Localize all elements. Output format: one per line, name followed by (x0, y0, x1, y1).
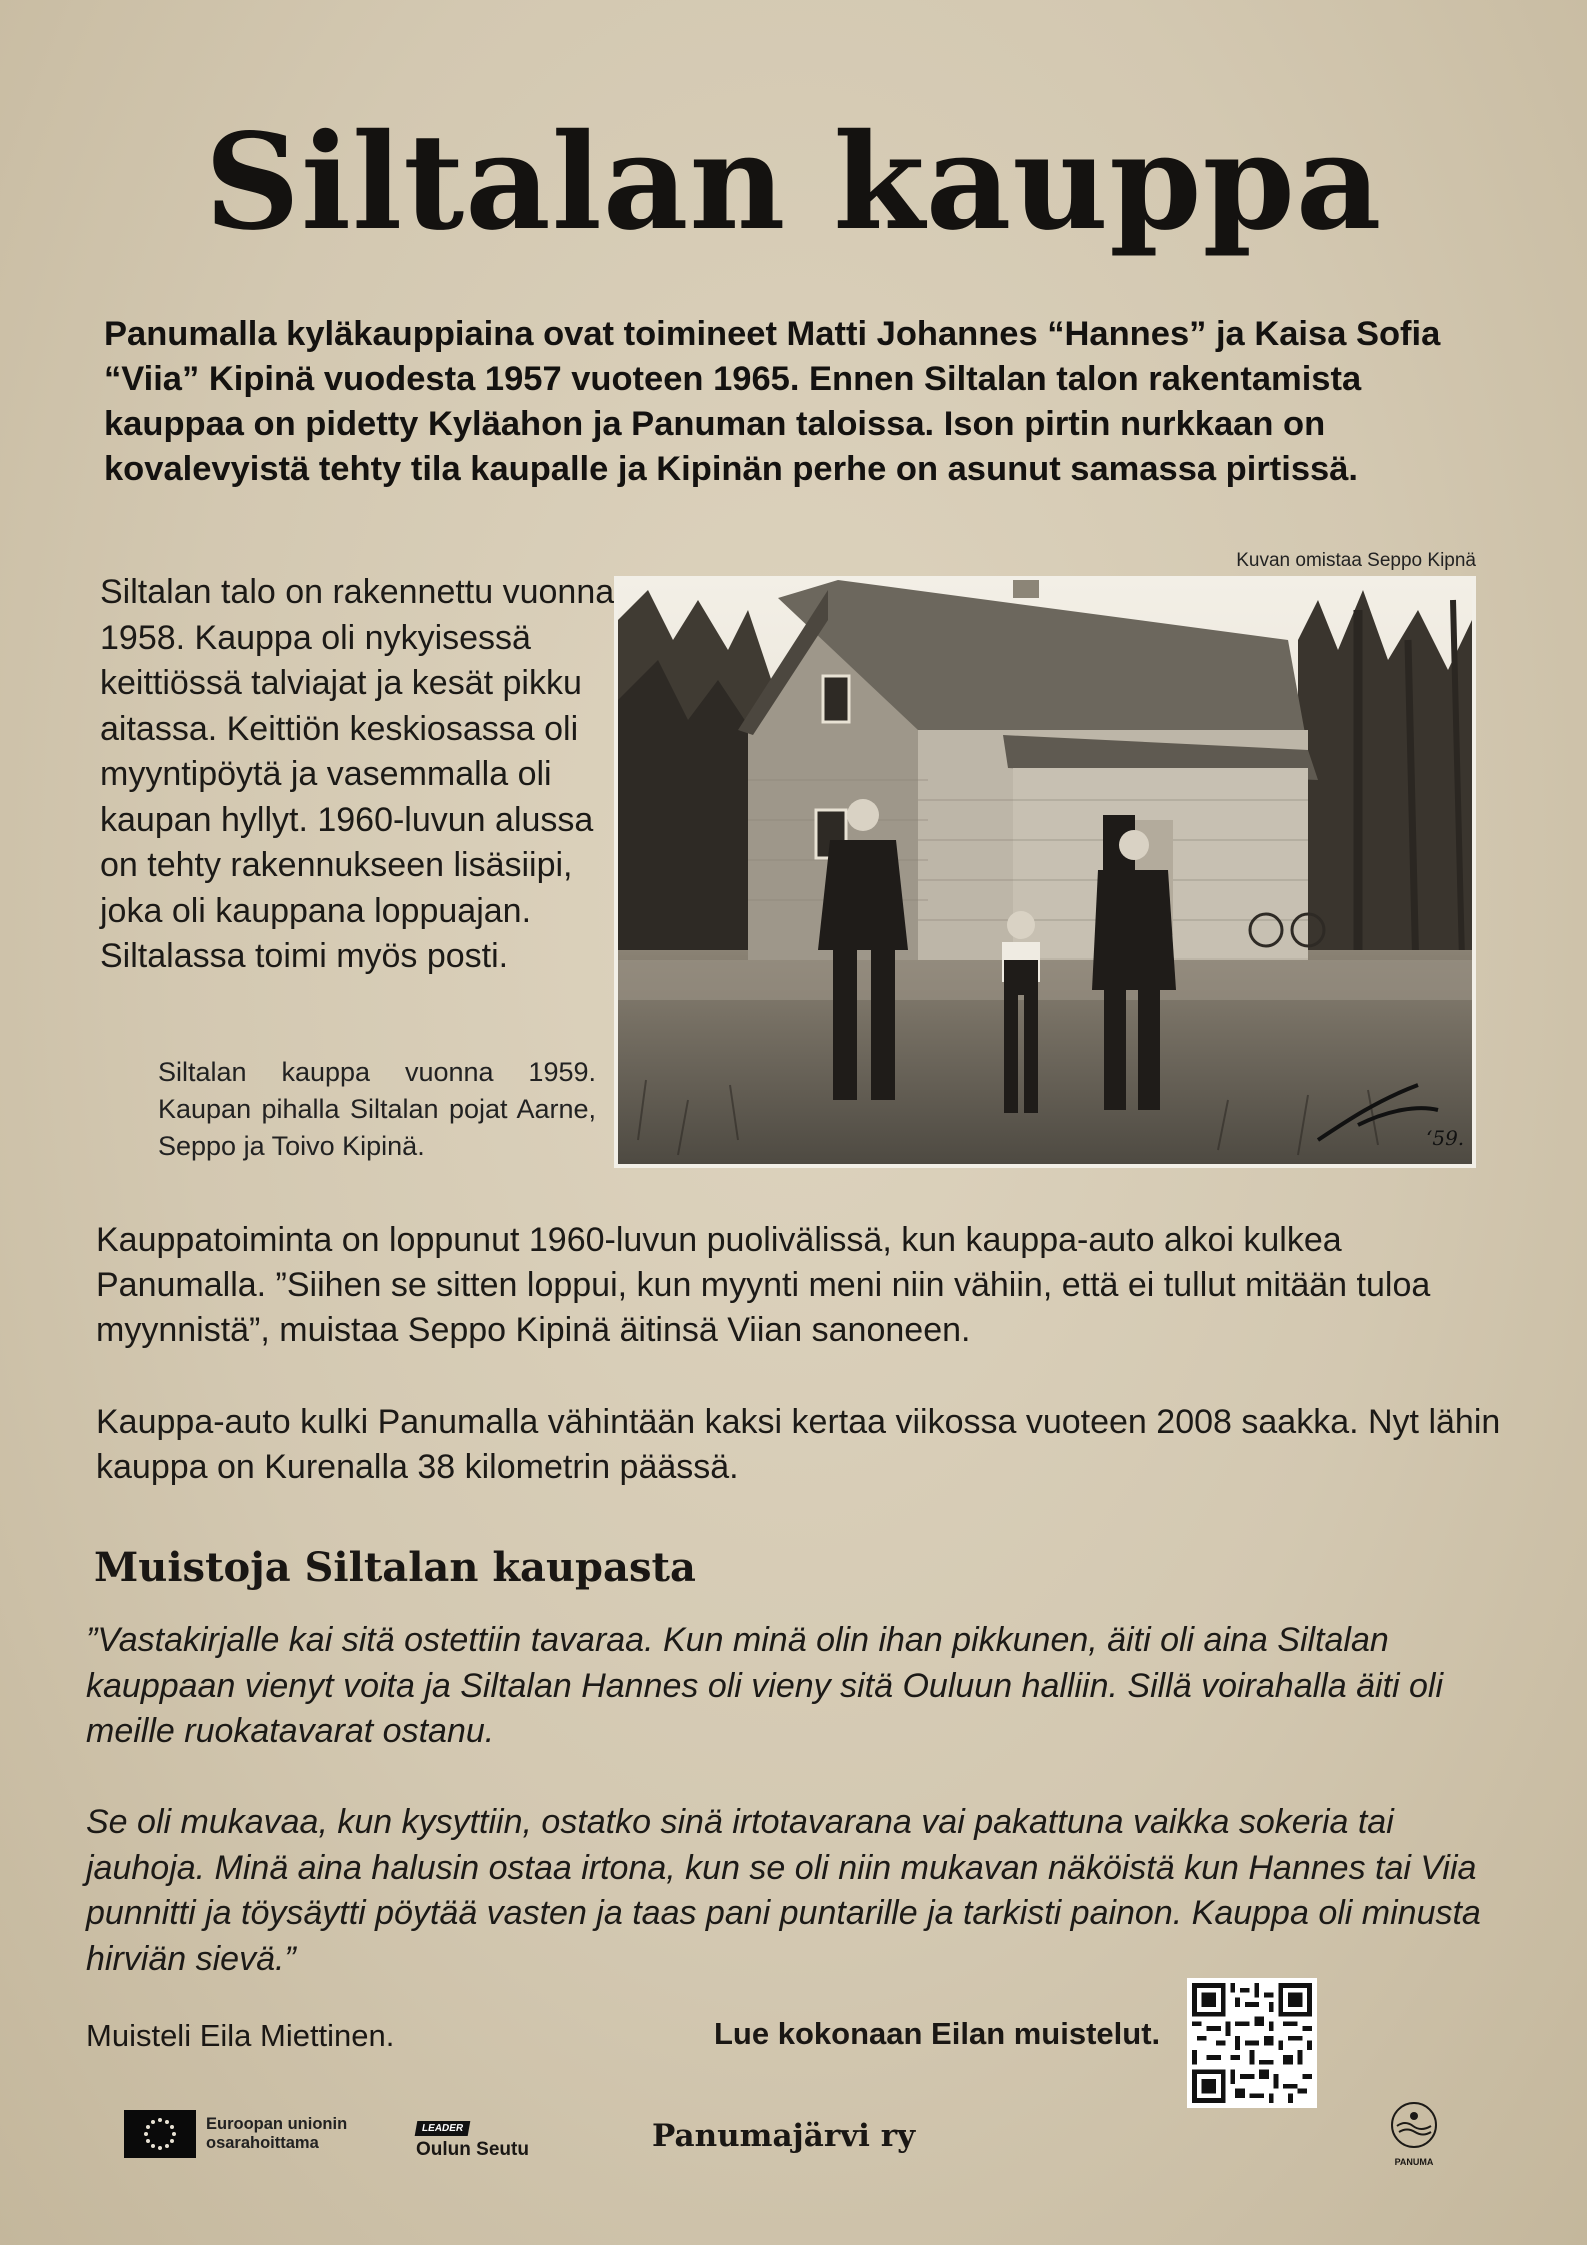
photo-image (618, 580, 1472, 1164)
eu-funding-text: Euroopan unionin osarahoittama (206, 2115, 348, 2152)
panuma-logo-icon (1389, 2100, 1439, 2150)
photo-credit: Kuvan omistaa Seppo Kipnä (1236, 550, 1476, 571)
leader-oulun-seutu-logo (416, 2118, 529, 2161)
eu-flag-icon (124, 2110, 196, 2158)
memories-heading: Muistoja Siltalan kaupasta (94, 1544, 696, 1591)
panuma-logo (1386, 2100, 1442, 2167)
page-title: Siltalan kauppa (204, 105, 1383, 260)
panuma-label: PANUMA (1394, 2157, 1434, 2167)
memory-quote-2: Se oli mukavaa, kun kysyttiin, ostatko sinä irtotavarana vai pakattuna vaikka sokeria tai jauhoja. Minä aina halusin ostaa irtona, kun se oli niin mukavan näköistä kun Hannes tai Viia punnitti ja töysäytti pöytää vasten ja taas pani puntarille ja tarkisti painon. Kauppa oli minusta hirviän sievä.” (86, 1803, 1481, 1978)
photo-signature: ‘59. (1426, 1126, 1465, 1150)
read-more-text: Lue kokonaan Eilan muistelut. (714, 2016, 1161, 2051)
qr-code-icon[interactable] (1187, 1978, 1317, 2108)
photo-caption: Siltalan kauppa vuonna 1959. Kaupan pihalla Siltalan pojat Aarne, Seppo ja Toivo Kipinä. (158, 1057, 596, 1161)
historical-photo (614, 576, 1476, 1168)
leader-badge: LEADER (415, 2121, 471, 2136)
eu-funding-logo (124, 2110, 347, 2158)
lead-paragraph: Panumalla kyläkauppiaina ovat toimineet Matti Johannes “Hannes” ja Kaisa Sofia “Viia” Kipinä vuodesta 1957 vuoteen 1965. Ennen Siltalan talon rakentamista kauppaa on pidetty Kyläahon ja Panuman taloissa. Ison pirtin nurkkaan on kovalevyistä tehty tila kaupalle ja Kipinän perhe on asunut samassa pirtissä. (104, 315, 1441, 488)
side-text: Siltalan talo on rakennettu vuonna 1958. Kauppa oli nykyisessä keittiössä talviajat ja kesät pikku aitassa. Keittiön keskiosassa oli myyntipöytä ja vasemmalla oli kaupan hyllyt. 1960-luvun alussa on tehty rakennukseen lisäsiipi, joka oli kauppana loppuajan. Siltalassa toimi myös posti. (100, 573, 615, 975)
paragraph-2: Kauppa-auto kulki Panumalla vähintään kaksi kertaa viikossa vuoteen 2008 saakka. Nyt lähin kauppa on Kurenalla 38 kilometrin päässä. (96, 1403, 1501, 1486)
memory-signature: Muisteli Eila Miettinen. (86, 2018, 395, 2053)
leader-name: Oulun Seutu (416, 2139, 529, 2160)
memory-quote-1: ”Vastakirjalle kai sitä ostettiin tavaraa. Kun minä olin ihan pikkunen, äiti oli aina Siltalan kauppaan vienyt voita ja Siltalan Hannes oli vieny sitä Ouluun halliin. Sillä voirahalla äiti oli meille ruokatavarat ostanu. (86, 1621, 1443, 1750)
paragraph-1: Kauppatoiminta on loppunut 1960-luvun puolivälissä, kun kauppa-auto alkoi kulkea Panumalla. ”Siihen se sitten loppui, kun myynti meni niin vähiin, että ei tullut mitään tuloa myynnistä”, muistaa Seppo Kipinä äitinsä Viian sanoneen. (96, 1221, 1431, 1349)
association-name: Panumajärvi ry (652, 2118, 916, 2154)
